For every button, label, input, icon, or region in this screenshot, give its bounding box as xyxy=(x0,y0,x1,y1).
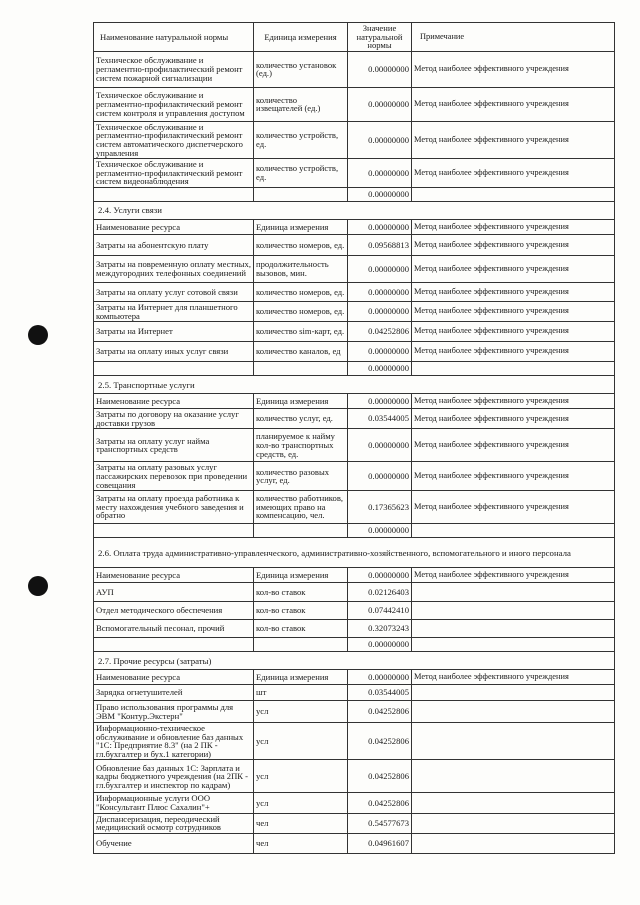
row-value: 0.07442410 xyxy=(348,602,412,620)
table-row xyxy=(94,760,615,793)
row-unit: количество каналов, ед xyxy=(254,342,348,362)
row-note: Метод наиболее эффективного учреждения xyxy=(412,462,615,491)
row-value: 0.00000000 xyxy=(348,342,412,362)
total-empty xyxy=(254,638,348,652)
row-unit: количество номеров, ед. xyxy=(254,234,348,255)
table-row xyxy=(94,342,615,362)
row-note xyxy=(412,833,615,853)
row-name: Затраты на абонентскую плату xyxy=(94,234,254,255)
norms-table xyxy=(93,22,615,854)
row-note: Метод наиболее эффективного учреждения xyxy=(412,409,615,429)
header-unit: Единица измерения xyxy=(254,23,348,52)
row-note: Метод наиболее эффективного учреждения xyxy=(412,255,615,282)
section-title: 2.5. Транспортные услуги xyxy=(94,376,615,394)
table-row xyxy=(94,121,615,158)
row-value: 0.00000000 xyxy=(348,159,412,188)
row-unit: количество работников, имеющих право на компенсацию, чел. xyxy=(254,491,348,524)
total-empty xyxy=(94,362,254,376)
row-name: Техническое обслуживание и регламентно-профилактический ремонт систем видеонаблюдения xyxy=(94,159,254,188)
row-value: 0.32073243 xyxy=(348,620,412,638)
row-unit: количество услуг, ед. xyxy=(254,409,348,429)
row-name: Информационные услуги ООО "Консультант Плюс Сахалин"+ xyxy=(94,793,254,813)
table-row xyxy=(94,793,615,813)
total-empty xyxy=(254,524,348,538)
total-empty xyxy=(254,187,348,201)
total-empty xyxy=(412,362,615,376)
row-note: Метод наиболее эффективного учреждения xyxy=(412,670,615,685)
row-value: 0.00000000 xyxy=(348,568,412,583)
total-value: 0.00000000 xyxy=(348,638,412,652)
row-name: Обновление баз данных 1С: Зарплата и кадры бюджетного учреждения (на 2ПК - гл.бухгалтер и инспектор по кадрам) xyxy=(94,760,254,793)
table-row xyxy=(94,583,615,602)
section-title: 2.6. Оплата труда административно-управленческого, административно-хозяйственного, вспомогательного и иного персонала xyxy=(94,538,615,568)
row-unit: количество номеров, ед. xyxy=(254,301,348,321)
table-row xyxy=(94,322,615,342)
row-note: Метод наиболее эффективного учреждения xyxy=(412,234,615,255)
row-unit: кол-во ставок xyxy=(254,620,348,638)
table-row xyxy=(94,409,615,429)
section-title-row xyxy=(94,538,615,568)
row-name: Затраты на оплату проезда работника к месту нахождения учебного заведения и обратно xyxy=(94,491,254,524)
row-value: 0.03544005 xyxy=(348,685,412,701)
section-title: 2.7. Прочие ресурсы (затраты) xyxy=(94,652,615,670)
row-unit: шт xyxy=(254,685,348,701)
row-unit: количество устройств, ед. xyxy=(254,121,348,158)
table-row xyxy=(94,429,615,462)
header-value: Значение натуральной нормы xyxy=(348,23,412,52)
row-name: Затраты на повременную оплату местных, междугородних телефонных соединений xyxy=(94,255,254,282)
row-note xyxy=(412,760,615,793)
row-unit: Единица измерения xyxy=(254,394,348,409)
row-note: Метод наиболее эффективного учреждения xyxy=(412,51,615,87)
table-row xyxy=(94,813,615,833)
row-unit: количество разовых услуг, ед. xyxy=(254,462,348,491)
row-value: 0.00000000 xyxy=(348,462,412,491)
table-row xyxy=(94,670,615,685)
row-value: 0.04252806 xyxy=(348,723,412,760)
total-row xyxy=(94,524,615,538)
total-empty xyxy=(412,524,615,538)
row-unit: Единица измерения xyxy=(254,568,348,583)
row-note xyxy=(412,583,615,602)
table-row xyxy=(94,723,615,760)
punch-hole xyxy=(28,576,48,596)
row-note: Метод наиболее эффективного учреждения xyxy=(412,568,615,583)
section-title-row xyxy=(94,201,615,219)
row-unit: количество установок (ед.) xyxy=(254,51,348,87)
punch-hole xyxy=(28,325,48,345)
row-unit: количество извещателей (ед.) xyxy=(254,87,348,121)
row-name: Зарядка огнетушителей xyxy=(94,685,254,701)
row-name: Вспомогательный песонал, прочий xyxy=(94,620,254,638)
row-note: Метод наиболее эффективного учреждения xyxy=(412,159,615,188)
row-value: 0.00000000 xyxy=(348,301,412,321)
table-row xyxy=(94,602,615,620)
row-note xyxy=(412,620,615,638)
table-row xyxy=(94,462,615,491)
row-value: 0.03544005 xyxy=(348,409,412,429)
row-name: Отдел методического обеспечения xyxy=(94,602,254,620)
row-name: Наименование ресурса xyxy=(94,670,254,685)
row-note xyxy=(412,813,615,833)
row-name: Затраты на Интернет xyxy=(94,322,254,342)
total-row xyxy=(94,187,615,201)
table-header-row xyxy=(94,23,615,52)
table-row xyxy=(94,234,615,255)
row-unit: усл xyxy=(254,723,348,760)
row-note: Метод наиболее эффективного учреждения xyxy=(412,429,615,462)
row-unit: количество номеров, ед. xyxy=(254,282,348,301)
row-value: 0.00000000 xyxy=(348,87,412,121)
total-empty xyxy=(94,187,254,201)
total-value: 0.00000000 xyxy=(348,362,412,376)
row-value: 0.00000000 xyxy=(348,219,412,234)
row-name: Диспансеризация, переодический медицинский осмотр сотрудников xyxy=(94,813,254,833)
row-name: Затраты на Интернет для планшетного компьютера xyxy=(94,301,254,321)
row-value: 0.04961607 xyxy=(348,833,412,853)
row-note: Метод наиболее эффективного учреждения xyxy=(412,322,615,342)
total-empty xyxy=(94,638,254,652)
row-value: 0.04252806 xyxy=(348,760,412,793)
row-name: Затраты на оплату разовых услуг пассажирских перевозок при проведении совещания xyxy=(94,462,254,491)
row-name: Техническое обслуживание и регламентно-профилактический ремонт систем автоматического диспетчерского управления xyxy=(94,121,254,158)
section-title-row xyxy=(94,652,615,670)
row-name: Затраты на оплату услуг найма транспортных средств xyxy=(94,429,254,462)
row-value: 0.54577673 xyxy=(348,813,412,833)
row-name: Техническое обслуживание и регламентно-профилактический ремонт систем контроля и управления доступом xyxy=(94,87,254,121)
row-value: 0.17365623 xyxy=(348,491,412,524)
table-row xyxy=(94,51,615,87)
total-empty xyxy=(254,362,348,376)
table-row xyxy=(94,219,615,234)
table-row xyxy=(94,87,615,121)
row-value: 0.00000000 xyxy=(348,394,412,409)
header-note: Примечание xyxy=(412,23,615,52)
table-row xyxy=(94,620,615,638)
row-name: Наименование ресурса xyxy=(94,568,254,583)
row-value: 0.00000000 xyxy=(348,51,412,87)
row-note xyxy=(412,793,615,813)
row-name: Затраты по договору на оказание услуг доставки грузов xyxy=(94,409,254,429)
total-empty xyxy=(412,638,615,652)
section-title-row xyxy=(94,376,615,394)
row-unit: количество sim-карт, ед. xyxy=(254,322,348,342)
row-value: 0.00000000 xyxy=(348,255,412,282)
header-name: Наименование натуральной нормы xyxy=(94,23,254,52)
row-value: 0.00000000 xyxy=(348,429,412,462)
row-note: Метод наиболее эффективного учреждения xyxy=(412,87,615,121)
table-row xyxy=(94,301,615,321)
total-value: 0.00000000 xyxy=(348,524,412,538)
row-unit: количество устройств, ед. xyxy=(254,159,348,188)
row-unit: усл xyxy=(254,793,348,813)
row-unit: чел xyxy=(254,813,348,833)
table-row xyxy=(94,833,615,853)
row-name: Затраты на оплату иных услуг связи xyxy=(94,342,254,362)
row-note: Метод наиболее эффективного учреждения xyxy=(412,491,615,524)
total-empty xyxy=(412,187,615,201)
row-unit: продолжительность вызовов, мин. xyxy=(254,255,348,282)
row-note xyxy=(412,701,615,723)
row-value: 0.00000000 xyxy=(348,282,412,301)
row-value: 0.00000000 xyxy=(348,121,412,158)
table-row xyxy=(94,568,615,583)
row-unit: усл xyxy=(254,701,348,723)
row-unit: Единица измерения xyxy=(254,670,348,685)
row-value: 0.00000000 xyxy=(348,670,412,685)
row-note: Метод наиболее эффективного учреждения xyxy=(412,394,615,409)
row-name: Наименование ресурса xyxy=(94,394,254,409)
row-value: 0.04252806 xyxy=(348,793,412,813)
row-name: Затраты на оплату услуг сотовой связи xyxy=(94,282,254,301)
row-unit: планируемое к найму кол-во транспортных средств, ед. xyxy=(254,429,348,462)
row-note: Метод наиболее эффективного учреждения xyxy=(412,121,615,158)
table-row xyxy=(94,255,615,282)
row-value: 0.04252806 xyxy=(348,701,412,723)
row-unit: кол-во ставок xyxy=(254,602,348,620)
row-unit: чел xyxy=(254,833,348,853)
total-empty xyxy=(94,524,254,538)
row-name: Право использования программы для ЭВМ "Контур.Экстерн" xyxy=(94,701,254,723)
row-note: Метод наиболее эффективного учреждения xyxy=(412,342,615,362)
row-value: 0.09568813 xyxy=(348,234,412,255)
row-name: Обучение xyxy=(94,833,254,853)
row-value: 0.02126403 xyxy=(348,583,412,602)
row-unit: кол-во ставок xyxy=(254,583,348,602)
section-title: 2.4. Услуги связи xyxy=(94,201,615,219)
table-row xyxy=(94,394,615,409)
row-unit: усл xyxy=(254,760,348,793)
row-note xyxy=(412,685,615,701)
row-note: Метод наиболее эффективного учреждения xyxy=(412,219,615,234)
row-note xyxy=(412,602,615,620)
total-row xyxy=(94,638,615,652)
total-row xyxy=(94,362,615,376)
row-note: Метод наиболее эффективного учреждения xyxy=(412,301,615,321)
row-name: Техническое обслуживание и регламентно-профилактический ремонт систем пожарной сигнализации xyxy=(94,51,254,87)
row-name: Информационно-техническое обслуживание и обновление баз данных "1С: Предприятие 8.3" (на 2 ПК - гл.бухгалтер и бух.1 категории) xyxy=(94,723,254,760)
table-row xyxy=(94,701,615,723)
table-row xyxy=(94,282,615,301)
table-row xyxy=(94,491,615,524)
table-row xyxy=(94,685,615,701)
total-value: 0.00000000 xyxy=(348,187,412,201)
table-row xyxy=(94,159,615,188)
row-name: Наименование ресурса xyxy=(94,219,254,234)
row-note xyxy=(412,723,615,760)
row-note: Метод наиболее эффективного учреждения xyxy=(412,282,615,301)
row-value: 0.04252806 xyxy=(348,322,412,342)
row-unit: Единица измерения xyxy=(254,219,348,234)
row-name: АУП xyxy=(94,583,254,602)
